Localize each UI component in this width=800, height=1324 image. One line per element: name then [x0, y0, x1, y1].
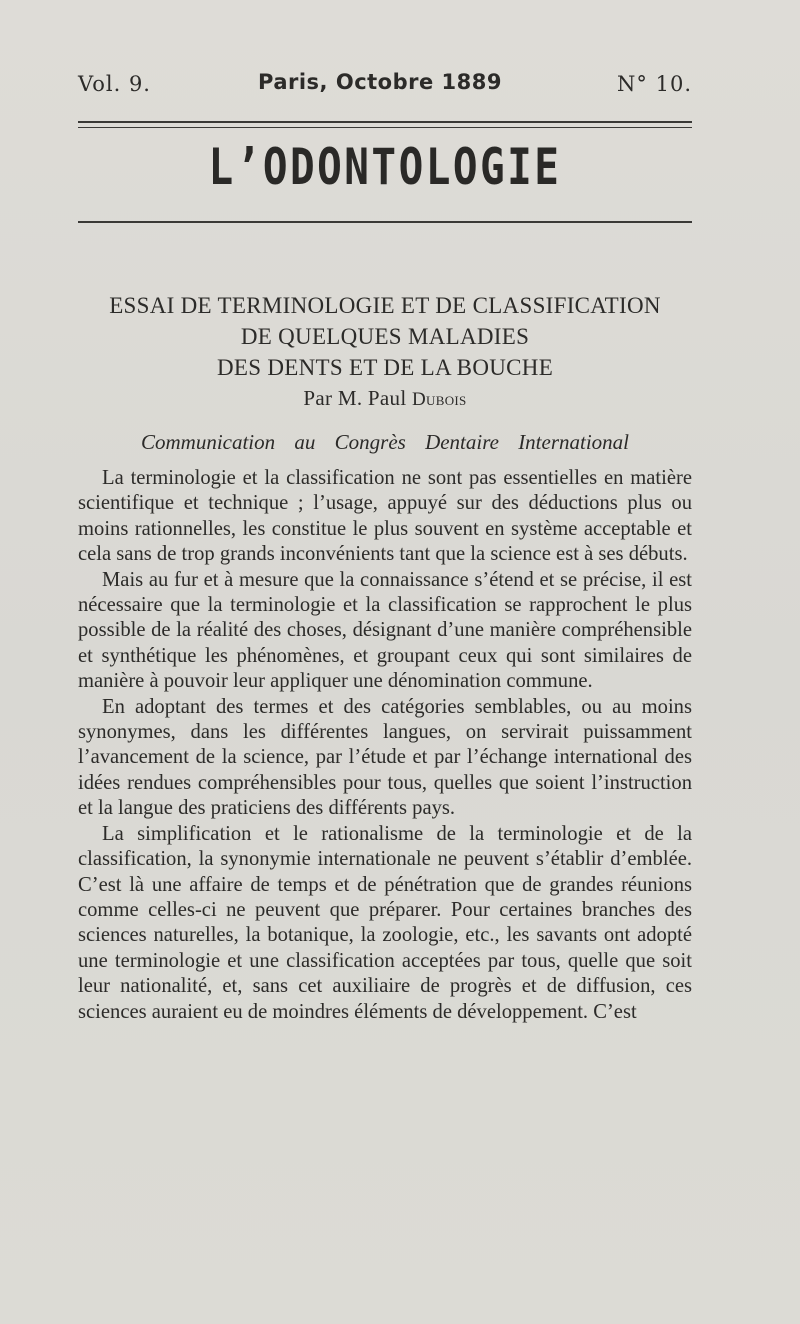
author-line — [78, 383, 692, 415]
article-heading — [78, 290, 692, 415]
top-rule — [78, 121, 692, 123]
masthead — [78, 66, 692, 106]
article-title-line-3: DES DENTS ET DE LA BOUCHE — [216, 355, 554, 380]
journal-title: L’ODONTOLOGIE — [208, 138, 562, 196]
author-name: Dubois — [412, 389, 467, 410]
paragraph-4: La simplification et le rationalisme de la terminologie et de la classification, la synonymie internationale ne peuvent s’établir d’emblée. C’est là une affaire de temps et de pénétration que de grandes réunions comme celles-ci ne peuvent que préparer. Pour certaines branches des sciences naturelles, la botanique, la zoologie, etc., les savants ont adopté une terminologie et une classification acceptées par tous, quelle que soit leur nationalité, et, sans cet auxiliaire de progrès et de diffusion, ces sciences auraient eu de moindres éléments de développement. C’est — [78, 822, 692, 1023]
top-rule-thin — [78, 127, 692, 128]
communication-line: Communication au Congrès Dentaire International — [140, 430, 630, 454]
dateline: Paris, Octobre 1889 — [258, 70, 502, 94]
paragraph-2: Mais au fur et à mesure que la connaissance s’étend et se précise, il est nécessaire que la terminologie et la classification se rapprochent le plus possible de la réalité des choses, désignant d’une manière compréhensible et synthétique les phénomènes, et groupant ceux qui sont similaires de manière à pouvoir leur appliquer une dénomination commune. — [78, 568, 692, 693]
article-title-line-2: DE QUELQUES MALADIES — [240, 324, 530, 349]
paragraph-3: En adoptant des termes et des catégories semblables, ou au moins synonymes, dans les différentes langues, on servirait puissamment l’avancement de la science, par l’étude et par l’échange international des idées rendues compréhensibles pour tous, quelles que soient l’instruction et la langue des praticiens des différents pays. — [78, 695, 692, 820]
article-title-line-1: ESSAI DE TERMINOLOGIE ET DE CLASSIFICATION — [109, 293, 661, 318]
author-prefix: Par M. Paul — [303, 386, 413, 410]
volume-label: Vol. 9. — [78, 72, 151, 96]
article-body — [78, 466, 692, 1025]
paragraph-1: La terminologie et la classification ne sont pas essentielles en matière scientifique et technique ; l’usage, appuyé sur des déductions plus ou moins rationnelles, les constitue le plus souvent en système acceptable et cela sans de trop grands inconvénients tant que la science est à ses débuts. — [78, 467, 692, 566]
issue-number: N° 10. — [617, 72, 692, 96]
title-underline — [78, 221, 692, 223]
